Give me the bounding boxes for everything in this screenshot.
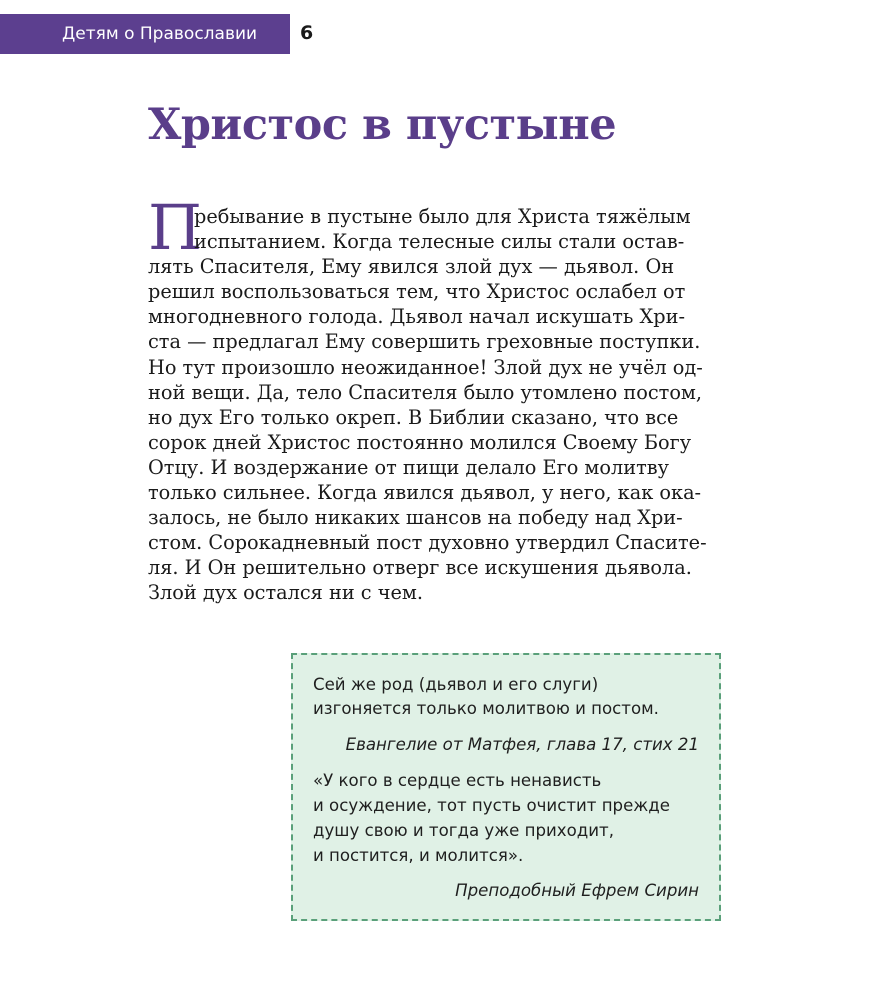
quote2-line: «У кого в сердце есть ненависть <box>313 771 602 790</box>
quote2-line: и постится, и молится». <box>313 846 524 865</box>
quote1-line: изгоняется только молитвою и постом. <box>313 699 659 718</box>
body-line: ста — предлагал Ему совершить греховные поступки. <box>148 330 701 354</box>
article-title: Христос в пустыне <box>148 100 617 150</box>
quote1-line: Сей же род (дьявол и его слуги) <box>313 675 599 694</box>
body-line: лять Спасителя, Ему явился злой дух — дьявол. Он <box>148 255 675 279</box>
page-number: 6 <box>300 22 314 44</box>
quote-box <box>291 653 721 921</box>
body-line: ной вещи. Да, тело Спасителя было утомлено постом, <box>148 380 703 404</box>
body-line: многодневного голода. Дьявол начал искушать Хри- <box>148 305 685 329</box>
body-line: Злой дух остался ни с чем. <box>148 581 424 605</box>
body-line: решил воспользоваться тем, что Христос ослабел от <box>148 280 686 304</box>
quote2-line: душу свою и тогда уже приходит, <box>313 821 614 840</box>
body-line: ребывание в пустыне было для Христа тяжёлым <box>194 205 691 228</box>
body-line: сорок дней Христос постоянно молился Своему Богу <box>148 430 692 454</box>
body-line: стом. Сорокадневный пост духовно утвердил Спасите- <box>148 531 707 555</box>
quote1-source: Евангелие от Матфея, глава 17, стих 21 <box>345 735 699 754</box>
body-line: ля. И Он решительно отверг все искушения дьявола. <box>148 556 692 580</box>
body-line: Отцу. И воздержание от пищи делало Его молитву <box>148 455 670 479</box>
body-line: испытанием. Когда телесные силы стали остав- <box>194 230 685 254</box>
article-body <box>148 204 728 606</box>
body-line: но дух Его только окреп. В Библии сказано, что все <box>148 405 679 429</box>
series-header-band <box>0 14 290 54</box>
quote2-line: и осуждение, тот пусть очистит прежде <box>313 796 670 815</box>
body-line: залось, не было никаких шансов на победу над Хри- <box>148 506 683 530</box>
body-line: Но тут произошло неожиданное! Злой дух не учёл од- <box>148 355 703 379</box>
series-title: Детям о Православии <box>62 24 258 44</box>
body-line: только сильнее. Когда явился дьявол, у него, как ока- <box>148 481 702 505</box>
quote2-source: Преподобный Ефрем Сирин <box>455 881 699 900</box>
drop-cap-letter: П <box>148 191 203 264</box>
